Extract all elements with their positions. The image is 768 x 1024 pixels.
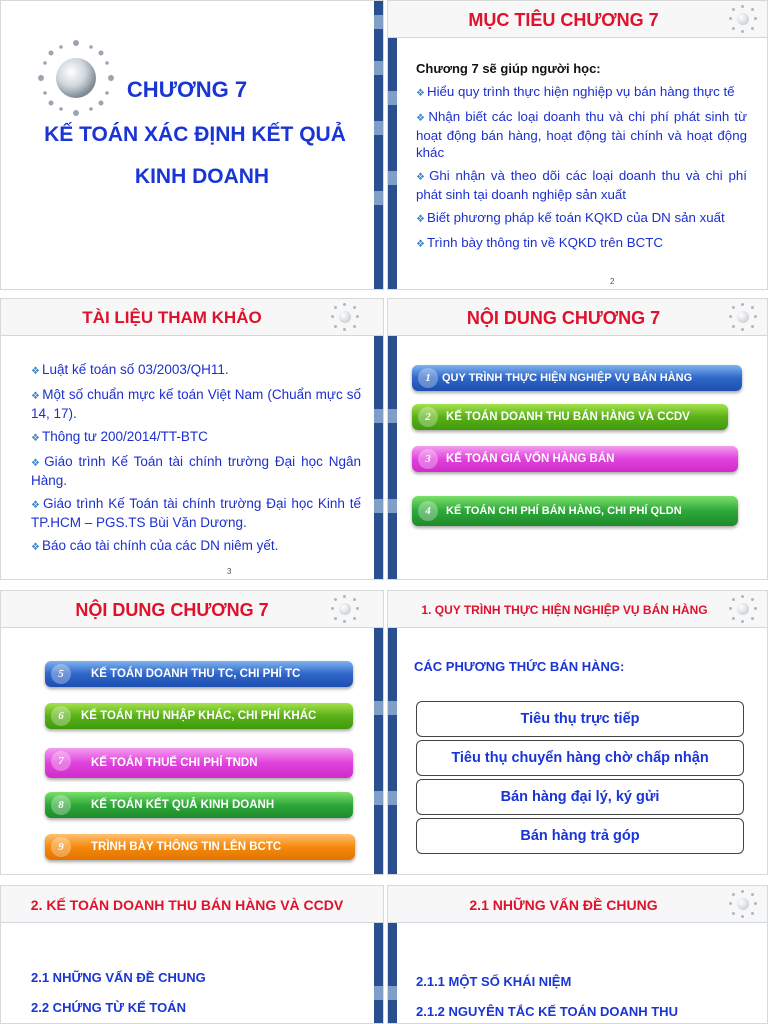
slide-general-issues <box>387 885 768 1024</box>
slide-title: 2. KẾ TOÁN DOANH THU BÁN HÀNG VÀ CCDV <box>30 897 344 913</box>
outline-item: 2.1.2 NGUYÊN TẮC KẾ TOÁN DOANH THU <box>416 1004 678 1019</box>
sales-method-box: Tiêu thụ chuyển hàng chờ chấp nhận <box>416 740 744 776</box>
slide-contents-1 <box>387 298 768 580</box>
slide-side-bar <box>388 591 397 874</box>
slide-header <box>1 591 383 628</box>
slide-header <box>1 299 383 336</box>
item-label: KẾ TOÁN THU NHẬP KHÁC, CHI PHÍ KHÁC <box>81 710 317 722</box>
slide-references <box>0 298 384 580</box>
slide-side-bar <box>388 1 397 289</box>
diamond-bullet-icon: ❖ <box>416 88 425 99</box>
diamond-bullet-icon: ❖ <box>31 542 40 553</box>
outline-item: 2.2 CHỨNG TỪ KẾ TOÁN <box>31 1000 186 1015</box>
slide-title: MỤC TIÊU CHƯƠNG 7 <box>468 10 659 30</box>
slide-sales-process <box>387 590 768 875</box>
item-number: 8 <box>51 795 71 815</box>
item-label: KẾ TOÁN DOANH THU TC, CHI PHÍ TC <box>91 668 301 680</box>
item-number: 1 <box>418 368 438 388</box>
slide-side-bar <box>388 299 397 579</box>
objectives-list <box>416 83 747 259</box>
slide-side-bar <box>374 591 383 874</box>
references-list <box>31 361 361 562</box>
chapter-number: CHƯƠNG 7 <box>126 77 248 102</box>
item-label: TRÌNH BÀY THÔNG TIN LÊN BCTC <box>91 841 282 853</box>
chapter-title-line1: KẾ TOÁN XÁC ĐỊNH KẾT QUẢ <box>44 123 346 146</box>
slide-title: TÀI LIỆU THAM KHẢO <box>82 308 262 327</box>
sun-logo-icon <box>729 303 757 331</box>
item-label: KẾ TOÁN CHI PHÍ BÁN HÀNG, CHI PHÍ QLDN <box>446 505 682 517</box>
list-item: ❖ Thông tư 200/2014/TT-BTC <box>31 429 208 444</box>
item-number: 4 <box>418 501 438 521</box>
item-label: KẾ TOÁN KẾT QUẢ KINH DOANH <box>91 799 275 811</box>
slide-objectives <box>387 0 768 290</box>
sales-method-box: Tiêu thụ trực tiếp <box>416 701 744 737</box>
diamond-bullet-icon: ❖ <box>416 172 428 183</box>
item-label: KẾ TOÁN THUẾ CHI PHÍ TNDN <box>91 757 258 769</box>
diamond-bullet-icon: ❖ <box>31 458 43 469</box>
slide-header <box>388 299 767 336</box>
diamond-bullet-icon: ❖ <box>416 214 425 225</box>
list-item: ❖ Ghi nhận và theo dõi các loại doanh thu và chi phí phát sinh tại doanh nghiệp sản xuất <box>416 168 747 202</box>
item-number: 2 <box>418 407 438 427</box>
item-number: 6 <box>51 706 71 726</box>
content-item-8[interactable] <box>45 792 353 818</box>
slide-title: NỘI DUNG CHƯƠNG 7 <box>466 308 661 328</box>
item-number: 3 <box>418 449 438 469</box>
content-item-4[interactable] <box>412 496 738 526</box>
slide-header <box>388 1 767 38</box>
diamond-bullet-icon: ❖ <box>31 391 41 402</box>
diamond-bullet-icon: ❖ <box>416 113 427 124</box>
outline-item: 2.1.1 MỘT SỐ KHÁI NIỆM <box>416 974 572 989</box>
sun-logo-icon <box>729 890 757 918</box>
diamond-bullet-icon: ❖ <box>31 433 40 444</box>
item-label: KẾ TOÁN GIÁ VỐN HÀNG BÁN <box>446 453 615 465</box>
slide-title <box>0 0 384 290</box>
slide-revenue-accounting <box>0 885 384 1024</box>
diamond-bullet-icon: ❖ <box>31 366 40 377</box>
slide-title: 1. QUY TRÌNH THỰC HIỆN NGHIỆP VỤ BÁN HÀNG <box>421 603 708 617</box>
slide-title: 2.1 NHỮNG VẤN ĐỀ CHUNG <box>469 897 658 913</box>
list-item: ❖ Hiểu quy trình thực hiện nghiệp vụ bán hàng thực tế <box>416 84 735 99</box>
section-subheading: CÁC PHƯƠNG THỨC BÁN HÀNG: <box>414 659 625 674</box>
content-item-7[interactable] <box>45 748 353 778</box>
sales-method-box: Bán hàng đại lý, ký gửi <box>416 779 744 815</box>
item-label: QUY TRÌNH THỰC HIỆN NGHIỆP VỤ BÁN HÀNG <box>442 372 693 384</box>
slide-title: NỘI DUNG CHƯƠNG 7 <box>75 600 269 620</box>
list-item: ❖ Nhận biết các loại doanh thu và chi phí phát sinh từ hoạt động bán hàng, hoạt động tài chính và hoạt động khác <box>416 109 747 160</box>
slide-side-bar <box>374 1 383 289</box>
list-item: ❖ Biết phương pháp kế toán KQKD của DN sản xuất <box>416 210 725 225</box>
content-item-2[interactable] <box>412 404 728 430</box>
list-item: ❖ Một số chuẩn mực kế toán Việt Nam (Chuẩn mực số 14, 17). <box>31 387 362 421</box>
diamond-bullet-icon: ❖ <box>416 239 425 250</box>
sun-logo-icon <box>331 303 359 331</box>
slide-side-bar <box>374 299 383 579</box>
sun-logo-icon <box>331 595 359 623</box>
outline-item: 2.1 NHỮNG VẤN ĐỀ CHUNG <box>31 970 206 985</box>
content-item-6[interactable] <box>45 703 353 729</box>
list-item: ❖ Giáo trình Kế Toán tài chính trường Đại học Kinh tế TP.HCM – PGS.TS Bùi Văn Dương. <box>31 496 361 530</box>
diamond-bullet-icon: ❖ <box>31 500 42 511</box>
slide-header <box>388 591 767 628</box>
content-item-9[interactable] <box>45 834 355 860</box>
content-item-1[interactable] <box>412 365 742 391</box>
content-item-3[interactable] <box>412 446 738 472</box>
lead-text: Chương 7 sẽ giúp người học: <box>416 61 601 76</box>
page-number: 2 <box>610 277 615 286</box>
item-number: 5 <box>51 664 71 684</box>
item-number: 9 <box>51 837 71 857</box>
content-item-5[interactable] <box>45 661 353 687</box>
chapter-title-line2: KINH DOANH <box>134 165 270 188</box>
sun-logo-icon <box>729 5 757 33</box>
list-item: ❖ Trình bày thông tin về KQKD trên BCTC <box>416 235 663 250</box>
slide-header <box>1 886 383 923</box>
slide-contents-2 <box>0 590 384 875</box>
item-label: KẾ TOÁN DOANH THU BÁN HÀNG VÀ CCDV <box>446 411 690 423</box>
page-number: 3 <box>227 567 232 576</box>
list-item: ❖ Luật kế toán số 03/2003/QH11. <box>31 362 229 377</box>
item-number: 7 <box>51 751 71 771</box>
slide-header <box>388 886 767 923</box>
sun-logo-icon <box>729 595 757 623</box>
list-item: ❖ Giáo trình Kế Toán tài chính trường Đại học Ngân Hàng. <box>31 454 362 488</box>
list-item: ❖ Báo cáo tài chính của các DN niêm yết. <box>31 538 279 553</box>
sales-method-box: Bán hàng trả góp <box>416 818 744 854</box>
